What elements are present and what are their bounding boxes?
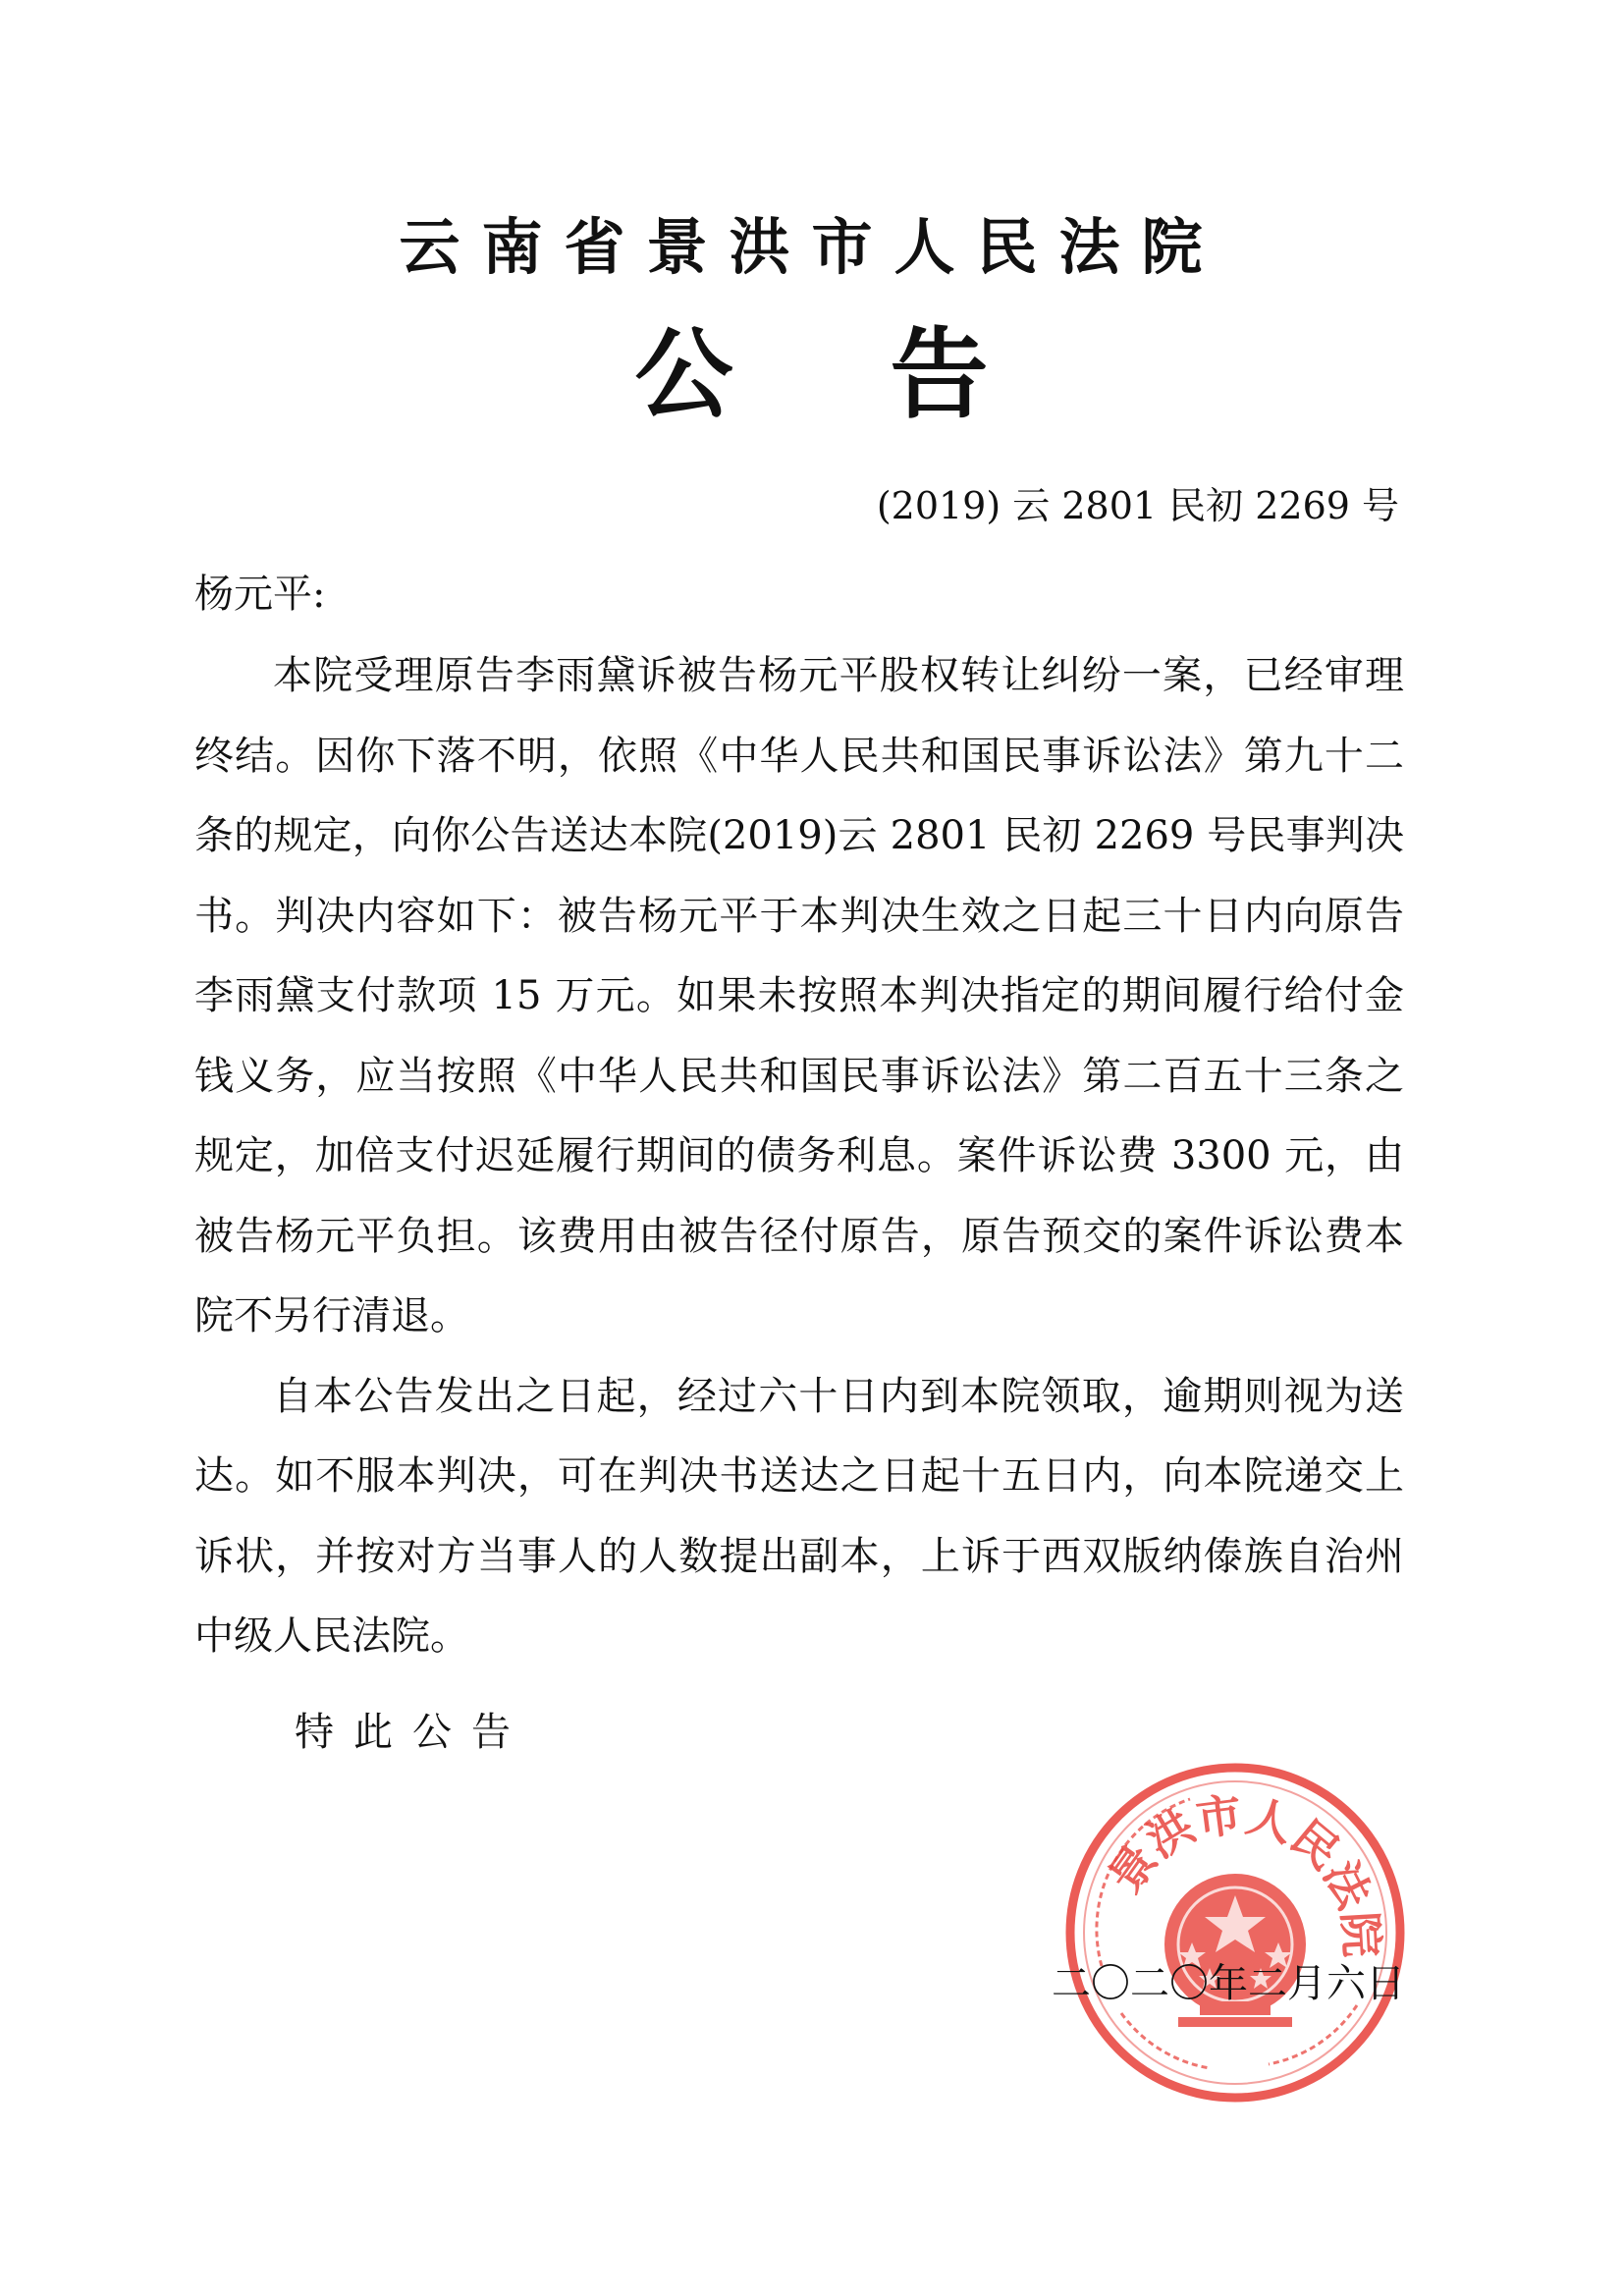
court-seal-icon — [1062, 1760, 1408, 2105]
notice-date: 二〇二〇年二月六日 — [1052, 1961, 1405, 2006]
paragraph-judgment: 本院受理原告李雨黛诉被告杨元平股权转让纠纷一案，已经审理终结。因你下落不明，依照《中华人民共和国民事诉讼法》第九十二条的规定，向你公告送达本院(2019)云 2801 民初 2269 号民事判决书。判决内容如下：被告杨元平于本判决生效之日起三十日内向原告李雨黛支付款项 15 万元。如果未按照本判决指定的期间履行给付金钱义务，应当按照《中华人民共和国民事诉讼法》第二百五十三条之规定，加倍支付迟延履行期间的债务利息。案件诉讼费 3300 元，由被告杨元平负担。该费用由被告径付原告，原告预交的案件诉讼费本院不另行清退。 — [194, 653, 1404, 1339]
case-number: (2019) 云 2801 民初 2269 号 — [876, 484, 1399, 527]
paragraph-appeal: 自本公告发出之日起，经过六十日内到本院领取，逾期则视为送达。如不服本判决，可在判决书送达之日起十五日内，向本院递交上诉状，并按对方当事人的人数提出副本，上诉于西双版纳傣族自治州中级人民法院。 — [194, 1373, 1404, 1659]
title-char-right: 告 — [890, 317, 989, 432]
closing-phrase: 特此公告 — [295, 1710, 530, 1755]
document-title — [0, 316, 1623, 434]
court-name: 云南省景洪市人民法院 — [399, 211, 1224, 283]
seal-text: 景洪市人民法院 — [1098, 1787, 1389, 1959]
notice-body — [194, 636, 1404, 1677]
title-char-left: 公 — [634, 317, 733, 432]
addressee: 杨元平: — [194, 572, 326, 617]
